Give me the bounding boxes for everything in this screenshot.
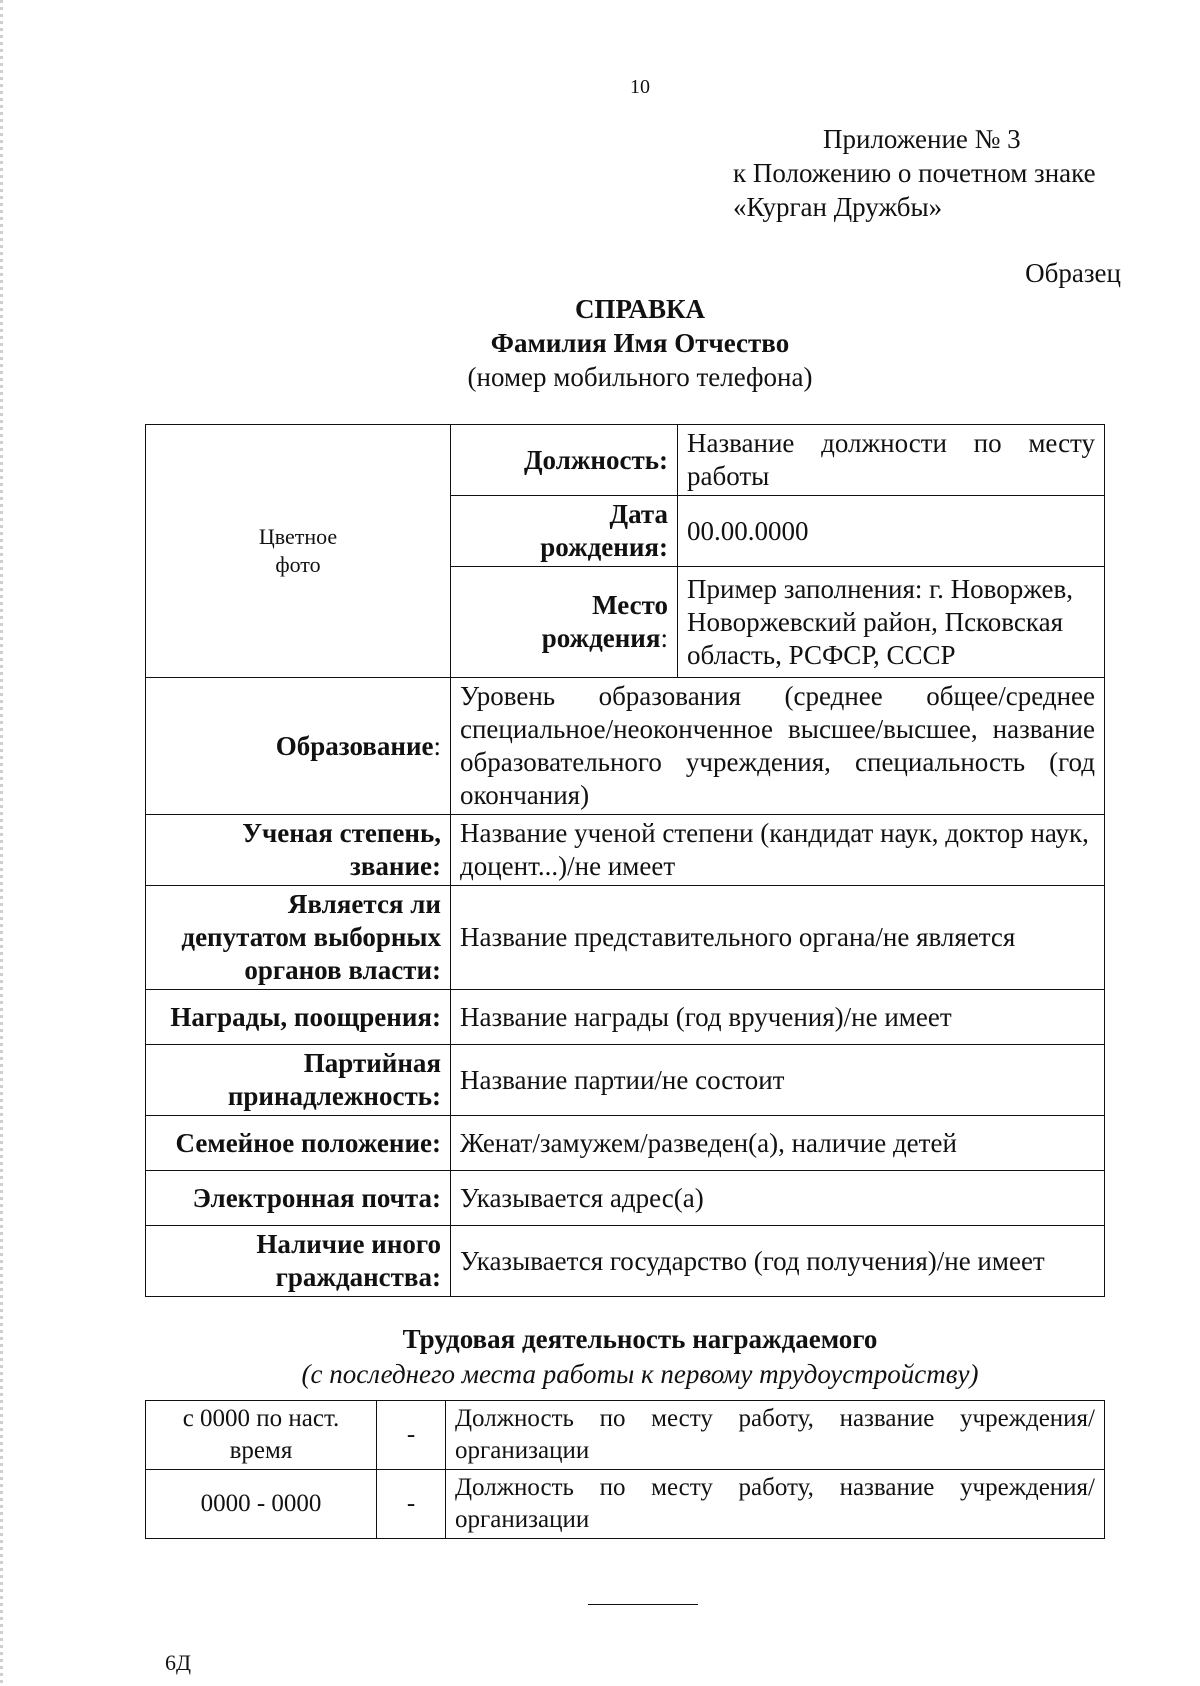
degree-label-line-2: звание: <box>349 851 441 881</box>
deputy-label-line-1: Является ли <box>287 889 441 919</box>
citizenship-label <box>146 1226 451 1297</box>
deputy-label-line-2: депутатом выборных <box>181 922 441 952</box>
awards-label: Награды, поощрения: <box>146 990 451 1045</box>
table-row <box>146 1226 1105 1297</box>
family-label: Семейное положение: <box>146 1116 451 1171</box>
party-value: Название партии/не состоит <box>451 1045 1105 1116</box>
party-label-line-2: принадлежность: <box>227 1081 441 1111</box>
awards-value: Название награды (год вручения)/не имеет <box>451 990 1105 1045</box>
degree-value: Название ученой степени (кандидат наук, доктор наук, доцент...)/не имеет <box>451 815 1105 886</box>
table-row <box>146 678 1105 815</box>
degree-label <box>146 815 451 886</box>
deputy-label-line-3: органов власти: <box>244 955 441 985</box>
birth-date-value: 00.00.0000 <box>678 496 1105 567</box>
education-value: Уровень образования (среднее общее/среднее специальное/неоконченное высшее/высшее, название образовательного учреждения, специальность (год окончания) <box>451 678 1105 815</box>
birth-place-label-line-2-wrap <box>460 622 668 655</box>
education-label <box>146 678 451 815</box>
table-row <box>146 425 1105 496</box>
degree-label-line-1: Ученая степень, <box>242 818 441 848</box>
deputy-value: Название представительного органа/не является <box>451 886 1105 990</box>
table-row <box>146 990 1105 1045</box>
table-row <box>146 1045 1105 1116</box>
work-description: Должность по месту работу, название учреждения/организации <box>446 1401 1105 1470</box>
appendix-line-1: Приложение № 3 <box>823 124 1021 154</box>
work-history-table <box>145 1400 1105 1539</box>
work-period: 0000 - 0000 <box>146 1470 377 1539</box>
info-table <box>145 424 1105 1297</box>
phone-note: (номер мобильного телефона) <box>467 362 813 392</box>
citizenship-value: Указывается государство (год получения)/не имеет <box>451 1226 1105 1297</box>
work-dash: - <box>377 1470 446 1539</box>
family-value: Женат/замужем/разведен(а), наличие детей <box>451 1116 1105 1171</box>
photo-label-line-1: Цветное <box>258 524 338 549</box>
document-title: СПРАВКА <box>574 294 706 324</box>
appendix-line-2: к Положению о почетном знаке <box>733 158 1096 188</box>
table-row <box>146 815 1105 886</box>
email-label: Электронная почта: <box>146 1171 451 1226</box>
email-value: Указывается адрес(а) <box>451 1171 1105 1226</box>
table-row <box>146 886 1105 990</box>
position-value: Название должности по месту работы <box>678 425 1105 496</box>
divider-line <box>588 1604 698 1605</box>
deputy-label <box>146 886 451 990</box>
appendix-line-3: «Курган Дружбы» <box>733 192 943 222</box>
birth-place-label-line-2: рождения <box>541 623 661 653</box>
appendix-note <box>733 122 1096 224</box>
birth-date-label-line-1: Дата <box>609 499 668 529</box>
work-history-heading: Трудовая деятельность награждаемого <box>402 1324 878 1354</box>
scan-edge <box>0 0 3 1686</box>
table-row <box>146 1470 1105 1539</box>
position-label: Должность: <box>451 425 678 496</box>
footer-code: 6Д <box>165 1650 192 1675</box>
birth-place-label-line-1: Место <box>592 590 668 620</box>
document-heading <box>0 292 1200 394</box>
party-label-line-1: Партийная <box>303 1048 441 1078</box>
work-period: с 0000 по наст. время <box>146 1401 377 1470</box>
education-label-colon: : <box>433 730 441 761</box>
education-label-text: Образование <box>275 730 434 761</box>
photo-label-line-2: фото <box>275 552 321 577</box>
birth-place-label-colon: : <box>660 623 668 653</box>
party-label <box>146 1045 451 1116</box>
sample-mark: Образец <box>1025 258 1121 288</box>
birth-place-label <box>451 567 678 678</box>
page-number: 10 <box>630 76 650 98</box>
table-row <box>146 1401 1105 1470</box>
document-subtitle: Фамилия Имя Отчество <box>490 328 790 358</box>
citizenship-label-line-1: Наличие иного <box>256 1229 441 1259</box>
birth-date-label-line-2: рождения: <box>540 532 668 562</box>
citizenship-label-line-2: гражданства: <box>275 1262 441 1292</box>
work-dash: - <box>377 1401 446 1470</box>
birth-place-value: Пример заполнения: г. Новоржев, Новоржевский район, Псковская область, РСФСР, СССР <box>678 567 1105 678</box>
birth-date-label <box>451 496 678 567</box>
work-description: Должность по месту работу, название учреждения/организации <box>446 1470 1105 1539</box>
table-row <box>146 1116 1105 1171</box>
work-history-subheading: (с последнего места работы к первому трудоустройству) <box>301 1359 979 1389</box>
photo-placeholder <box>146 425 451 678</box>
table-row <box>146 1171 1105 1226</box>
